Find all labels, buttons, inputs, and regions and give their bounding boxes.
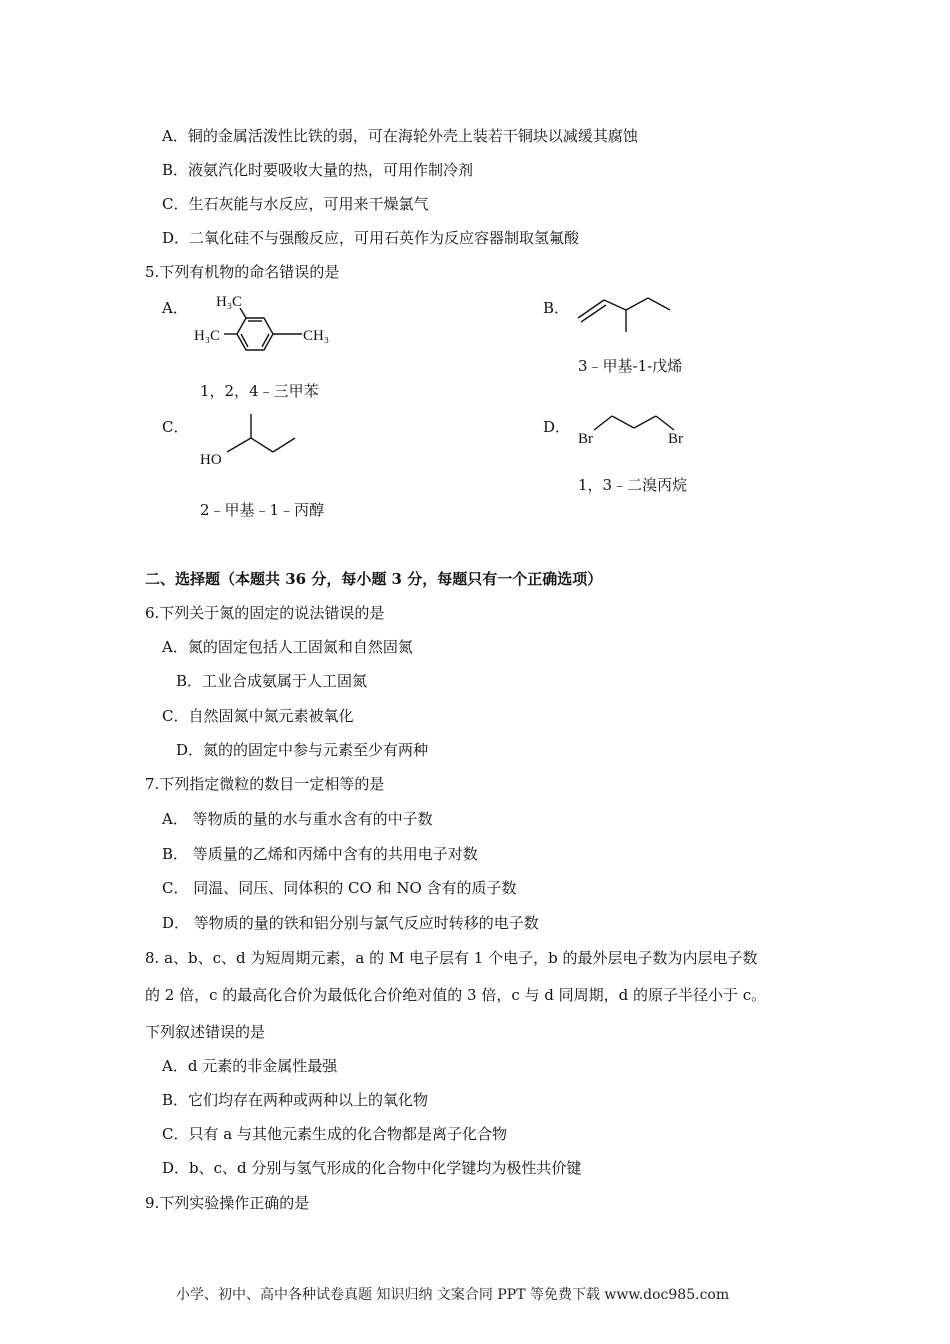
- methylpentene-structure: [572, 288, 682, 338]
- structure-a-atom-2: H₃C: [194, 328, 221, 344]
- q7-option-b: B． 等质量的乙烯和丙烯中含有的共用电子对数: [162, 845, 478, 863]
- q6-option-b: B．工业合成氨属于人工固氮: [176, 672, 368, 690]
- q8-stem-line-3: 下列叙述错误的是: [145, 1023, 266, 1041]
- q8-option-a: A．d 元素的非金属性最强: [162, 1057, 338, 1075]
- q6-option-c: C．自然固氮中氮元素被氧化: [162, 707, 354, 725]
- q5-option-a-name: 1，2，4﹣三甲苯: [200, 382, 319, 400]
- q5-option-a-label: A．: [162, 299, 188, 317]
- q7-option-c: C． 同温、同压、同体积的 CO 和 NO 含有的质子数: [162, 879, 517, 897]
- q4-option-c: C．生石灰能与水反应，可用来干燥氯气: [162, 195, 429, 213]
- q7-stem: 7.下列指定微粒的数目一定相等的是: [145, 775, 385, 793]
- q8-option-d: D．b、c、d 分别与氢气形成的化合物中化学键均为极性共价键: [162, 1159, 582, 1177]
- q5-option-d-name: 1，3﹣二溴丙烷: [578, 476, 688, 494]
- q5-option-b-name: 3﹣甲基-1-戊烯: [578, 357, 683, 375]
- q4-option-d: D．二氧化硅不与强酸反应，可用石英作为反应容器制取氢氟酸: [162, 229, 580, 247]
- section-2-heading: 二、选择题（本题共 36 分，每小题 3 分，每题只有一个正确选项）: [145, 570, 603, 588]
- q8-stem-line-1: 8. a、b、c、d 为短周期元素，a 的 M 电子层有 1 个电子，b 的最外层电子数为内层电子数: [145, 949, 758, 967]
- trimethylbenzene-structure: [190, 290, 350, 370]
- butanol-structure: [195, 410, 315, 470]
- q5-option-c-label: C．: [162, 418, 189, 436]
- dibromopropane-structure: [572, 408, 702, 458]
- q5-option-c-name: 2﹣甲基﹣1﹣丙醇: [200, 501, 325, 519]
- structure-a-atom-3: CH₃: [303, 328, 330, 344]
- structure-c-atom-1: HO: [200, 452, 222, 468]
- page-footer: 小学、初中、高中各种试卷真题 知识归纳 文案合同 PPT 等免费下载 www.doc985.com: [176, 1287, 730, 1303]
- q8-option-c: C．只有 a 与其他元素生成的化合物都是离子化合物: [162, 1125, 507, 1143]
- q9-stem: 9.下列实验操作正确的是: [145, 1194, 310, 1212]
- q8-option-b: B．它们均存在两种或两种以上的氧化物: [162, 1091, 429, 1109]
- structure-d-atom-1: Br: [578, 431, 593, 447]
- q7-option-d: D． 等物质的量的铁和铝分别与氯气反应时转移的电子数: [162, 914, 539, 932]
- structure-a-atom-1: H₃C: [216, 294, 243, 310]
- q6-stem: 6.下列关于氮的固定的说法错误的是: [145, 604, 385, 622]
- structure-d-atom-2: Br: [668, 431, 683, 447]
- q7-option-a: A． 等物质的量的水与重水含有的中子数: [162, 810, 433, 828]
- q8-stem-line-2: 的 2 倍，c 的最高化合价为最低化合价绝对值的 3 倍，c 与 d 同周期，d 的原子半径小于 c。: [145, 986, 767, 1004]
- q5-stem: 5.下列有机物的命名错误的是: [145, 263, 340, 281]
- q6-option-a: A．氮的固定包括人工固氮和自然固氮: [162, 638, 413, 656]
- q6-option-d: D．氮的的固定中参与元素至少有两种: [176, 741, 429, 759]
- q5-option-b-label: B．: [543, 299, 570, 317]
- q4-option-b: B．液氨汽化时要吸收大量的热，可用作制冷剂: [162, 161, 474, 179]
- q4-option-a: A．铜的金属活泼性比铁的弱，可在海轮外壳上装若干铜块以减缓其腐蚀: [162, 127, 638, 145]
- q5-option-d-label: D．: [543, 418, 571, 436]
